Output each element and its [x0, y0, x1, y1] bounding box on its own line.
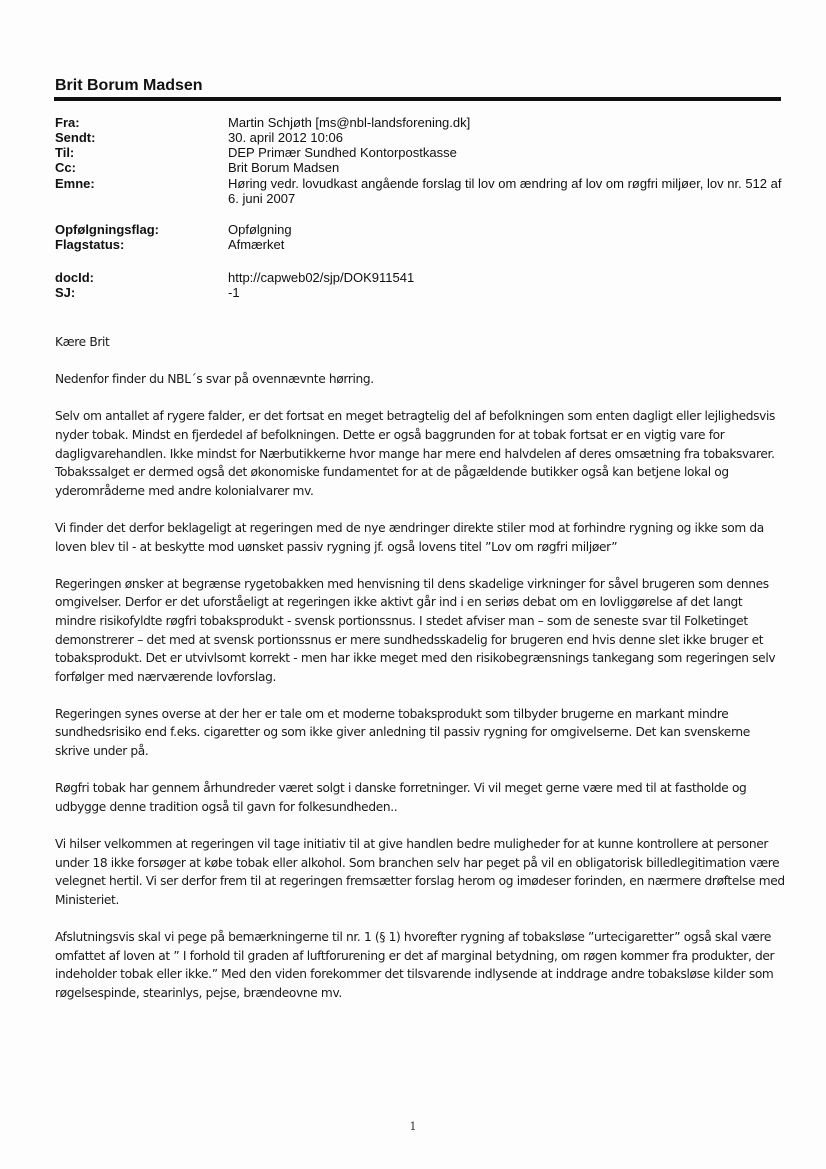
body-paragraph: Afslutningsvis skal vi pege på bemærkningerne til nr. 1 (§ 1) hvorefter rygning af tobaksløse ”urtecigaretter” også skal være omfattet af loven at ” I forhold til graden af luftforurening er det af marginal betydning, om røgen kommer fra produkter, der indeholder tobak eller ikke.” Med den viden forekommer det tilsvarende indlysende at inddrage andre tobaksløse kilder som røgelsespinde, stearinlys, pejse, brændeovne mv.	[55, 930, 775, 1000]
subject-value: Høring vedr. lovudkast angående forslag til lov om ændring af lov om røgfri miljøer, lov nr. 512 af 6. juni 2007	[228, 176, 782, 206]
sender-name-heading: Brit Borum Madsen	[55, 77, 203, 94]
body-paragraph: Vi hilser velkommen at regeringen vil tage initiativ til at give handlen bedre muligheder for at kunne kontrollere at personer under 18 ikke forsøger at købe tobak eller alkohol. Som branchen selv har peget på vil en obligatorisk billedlegitimation være velegnet hertil. Vi ser derfor frem til at regeringen fremsætter forslag herom og imødeser forinden, en nærmere drøftelse med Ministeriet.	[55, 837, 785, 907]
sj-value: -1	[228, 285, 240, 300]
cc-value: Brit Borum Madsen	[228, 160, 340, 175]
from-value: Martin Schjøth [ms@nbl-landsforening.dk]	[228, 115, 471, 130]
sent-label: Sendt:	[55, 130, 96, 145]
to-value: DEP Primær Sundhed Kontorpostkasse	[228, 145, 457, 160]
followup-flag-value: Opfølgning	[228, 222, 292, 237]
docid-value: http://capweb02/sjp/DOK911541	[228, 270, 415, 285]
subject-label: Emne:	[55, 176, 95, 191]
cc-label: Cc:	[55, 160, 76, 175]
salutation: Kære Brit	[55, 335, 110, 349]
flag-status-label: Flagstatus:	[55, 237, 125, 252]
sent-value: 30. april 2012 10:06	[228, 130, 343, 145]
followup-flag-label: Opfølgningsflag:	[55, 222, 159, 237]
page-number: 1	[409, 1120, 417, 1133]
from-label: Fra:	[55, 115, 80, 130]
to-label: Til:	[55, 145, 75, 160]
body-paragraph: Regeringen synes overse at der her er tale om et moderne tobaksprodukt som tilbyder brugerne en markant mindre sundhedsrisiko end f.eks. cigaretter og som ikke giver anledning til passiv rygning for omgivelserne. Det kan svenskerne skrive under på.	[55, 706, 750, 759]
flag-status-value: Afmærket	[228, 237, 285, 252]
docid-label: docId:	[55, 270, 94, 285]
body-paragraph: Selv om antallet af rygere falder, er det fortsat en meget betragtelig del af befolkningen som enten dagligt eller lejlighedsvis nyder tobak. Mindst en fjerdedel af befolkningen. Dette er også baggrunden for at tobak fortsat er en vigtig vare for dagligvarehandlen. Ikke mindst for Nærbutikkerne hvor mange har mere end halvdelen af deres omsætning fra tobaksvarer. Tobakssalget er dermed også det økonomiske fundamentet for at de pågældende butikker også kan betjene lokal og yderområderne med andre kolonialvarer mv.	[55, 409, 775, 498]
sj-label: SJ:	[55, 285, 76, 300]
body-paragraph: Regeringen ønsker at begrænse rygetobakken med henvisning til dens skadelige virkninger for såvel brugeren som dennes omgivelser. Derfor er det uforståeligt at regeringen ikke aktivt går ind i en seriøs debat om en lovliggørelse af det langt mindre risikofyldte røgfri tobaksprodukt - svensk portionssnus. I stedet afviser man – som de seneste svar til Folketinget demonstrerer – det med at svensk portionssnus er mere sundhedsskadelig for brugeren end hvis denne slet ikke bruger et tobaksprodukt. Det er utvivlsomt korrekt - men har ikke meget med den risikobegrænsnings tankegang som regeringen selv forfølger med nærværende lovforslag.	[55, 576, 776, 684]
body-paragraph: Røgfri tobak har gennem århundreder været solgt i danske forretninger. Vi vil meget gerne være med til at fastholde og udbygge denne tradition også til gavn for folkesundheden..	[55, 781, 747, 814]
body-paragraph: Nedenfor finder du NBL´s svar på ovennævnte hørring.	[55, 372, 374, 387]
letter-body	[55, 333, 785, 1021]
header-rule	[54, 97, 781, 101]
body-paragraph: Vi finder det derfor beklageligt at regeringen med de nye ændringer direkte stiler mod at forhindre rygning og ikke som da loven blev til - at beskytte mod uønsket passiv rygning jf. også lovens titel ”Lov om røgfri miljøer”	[55, 520, 764, 554]
